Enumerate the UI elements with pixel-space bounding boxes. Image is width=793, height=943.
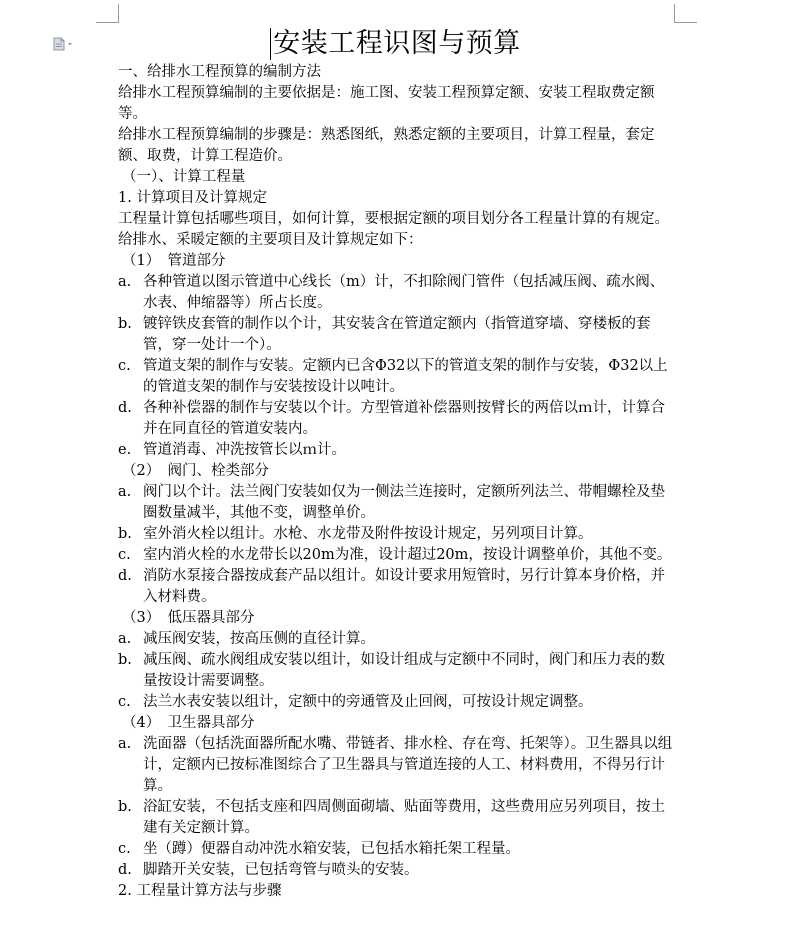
list-marker: d.	[118, 400, 132, 416]
list-marker: b.	[118, 526, 132, 542]
list-item-text: 管道支架的制作与安装。定额内已含Φ32以下的管道支架的制作与安装，Φ32以上的管道支架的制作与安装按设计以吨计。	[143, 358, 668, 395]
list-item	[118, 356, 676, 398]
paragraph: 给排水工程预算编制的步骤是：熟悉图纸，熟悉定额的主要项目，计算工程量，套定额、取费，计算工程造价。	[118, 127, 655, 164]
list-item	[118, 545, 676, 566]
list-item	[118, 734, 676, 797]
list-item-text: 洗面器（包括洗面器所配水嘴、带链者、排水栓、存在弯、托架等）。卫生器具以组计，定额内已按标准图综合了卫生器具与管道连接的人工、材料费用，不得另行计算。	[143, 736, 673, 794]
list-item-text: 浴缸安装，不包括支座和四周侧面砌墙、贴面等费用，这些费用应另列项目，按土建有关定额计算。	[143, 799, 665, 836]
list-item-text: 室外消火栓以组计。水枪、水龙带及附件按设计规定，另列项目计算。	[143, 526, 593, 542]
section-heading: （3） 低压器具部分	[122, 610, 255, 626]
list-item-text: 阀门以个计。法兰阀门安装如仅为一侧法兰连接时，定额所列法兰、带帽螺栓及垫圈数量减半，其他不变，调整单价。	[143, 484, 665, 521]
list-item	[118, 860, 676, 881]
list-marker: c.	[118, 547, 131, 563]
list-marker: d.	[118, 862, 132, 878]
list-marker: c.	[118, 841, 131, 857]
paragraph: 1. 计算项目及计算规定	[118, 190, 267, 206]
list-item	[118, 629, 676, 650]
list-item	[118, 650, 676, 692]
document-title-text: 安装工程识图与预算	[273, 28, 521, 59]
document-body[interactable]	[118, 62, 676, 902]
list-item-text: 减压阀安装，按高压侧的直径计算。	[143, 631, 375, 647]
paragraph: 给排水、采暖定额的主要项目及计算规定如下：	[118, 232, 423, 248]
list-item-text: 管道消毒、冲洗按管长以ｍ计。	[143, 442, 346, 458]
document-icon[interactable]	[53, 36, 77, 50]
list-marker: a.	[118, 736, 132, 752]
section-heading: （4） 卫生器具部分	[122, 715, 255, 731]
list-item	[118, 524, 676, 545]
list-item	[118, 692, 676, 713]
list-marker: a.	[118, 631, 132, 647]
section-heading: （一）、计算工程量	[122, 169, 246, 185]
list-marker: b.	[118, 652, 132, 668]
list-item-text: 各种补偿器的制作与安装以个计。方型管道补偿器则按臂长的两倍以ｍ计，计算合并在同直径的管道安装内。	[143, 400, 665, 437]
list-item	[118, 398, 676, 440]
section-heading: （2） 阀门、栓类部分	[122, 463, 269, 479]
list-item-text: 坐（蹲）便器自动冲洗水箱安装，已包括水箱托架工程量。	[143, 841, 520, 857]
list-marker: d.	[118, 568, 132, 584]
list-marker: c.	[118, 694, 131, 710]
list-item-text: 法兰水表安装以组计，定额中的旁通管及止回阀，可按设计规定调整。	[143, 694, 593, 710]
list-item-text: 脚踏开关安装，已包括弯管与喷头的安装。	[143, 862, 419, 878]
list-item	[118, 566, 676, 608]
list-marker: e.	[118, 442, 132, 458]
list-item-text: 减压阀、疏水阀组成安装以组计，如设计组成与定额中不同时，阀门和压力表的数量按设计需要调整。	[143, 652, 665, 689]
list-item	[118, 839, 676, 860]
list-marker: b.	[118, 316, 132, 332]
crop-mark-top-right	[674, 4, 697, 23]
list-item-text: 镀锌铁皮套管的制作以个计，其安装含在管道定额内（指管道穿墙、穿楼板的套管，穿一处计一个）。	[143, 316, 651, 353]
list-item	[118, 440, 676, 461]
text-cursor	[270, 28, 271, 60]
list-item-text: 消防水泵接合器按成套产品以组计。如设计要求用短管时，另行计算本身价格，并入材料费。	[143, 568, 665, 605]
list-item-text: 各种管道以图示管道中心线长（m）计，不扣除阀门管件（包括减压阀、疏水阀、水表、伸缩器等）所占长度。	[143, 274, 665, 311]
list-marker: a.	[118, 484, 132, 500]
list-marker: a.	[118, 274, 132, 290]
list-item	[118, 272, 676, 314]
paragraph: 给排水工程预算编制的主要依据是：施工图、安装工程预算定额、安装工程取费定额等。	[118, 85, 655, 122]
paragraph: 工程量计算包括哪些项目，如何计算，要根据定额的项目划分各工程量计算的有规定。	[118, 211, 669, 227]
document-title[interactable]	[273, 24, 521, 64]
paragraph: 2. 工程量计算方法与步骤	[118, 883, 282, 899]
section-heading: （1） 管道部分	[122, 253, 226, 269]
paragraph: 一、给排水工程预算的编制方法	[118, 64, 321, 80]
list-marker: c.	[118, 358, 131, 374]
crop-mark-top-left	[96, 4, 119, 23]
list-item	[118, 482, 676, 524]
list-marker: b.	[118, 799, 132, 815]
list-item	[118, 314, 676, 356]
list-item-text: 室内消火栓的水龙带长以20m为准，设计超过20m，按设计调整单价，其他不变。	[143, 547, 672, 563]
list-item	[118, 797, 676, 839]
title-row	[118, 24, 676, 64]
